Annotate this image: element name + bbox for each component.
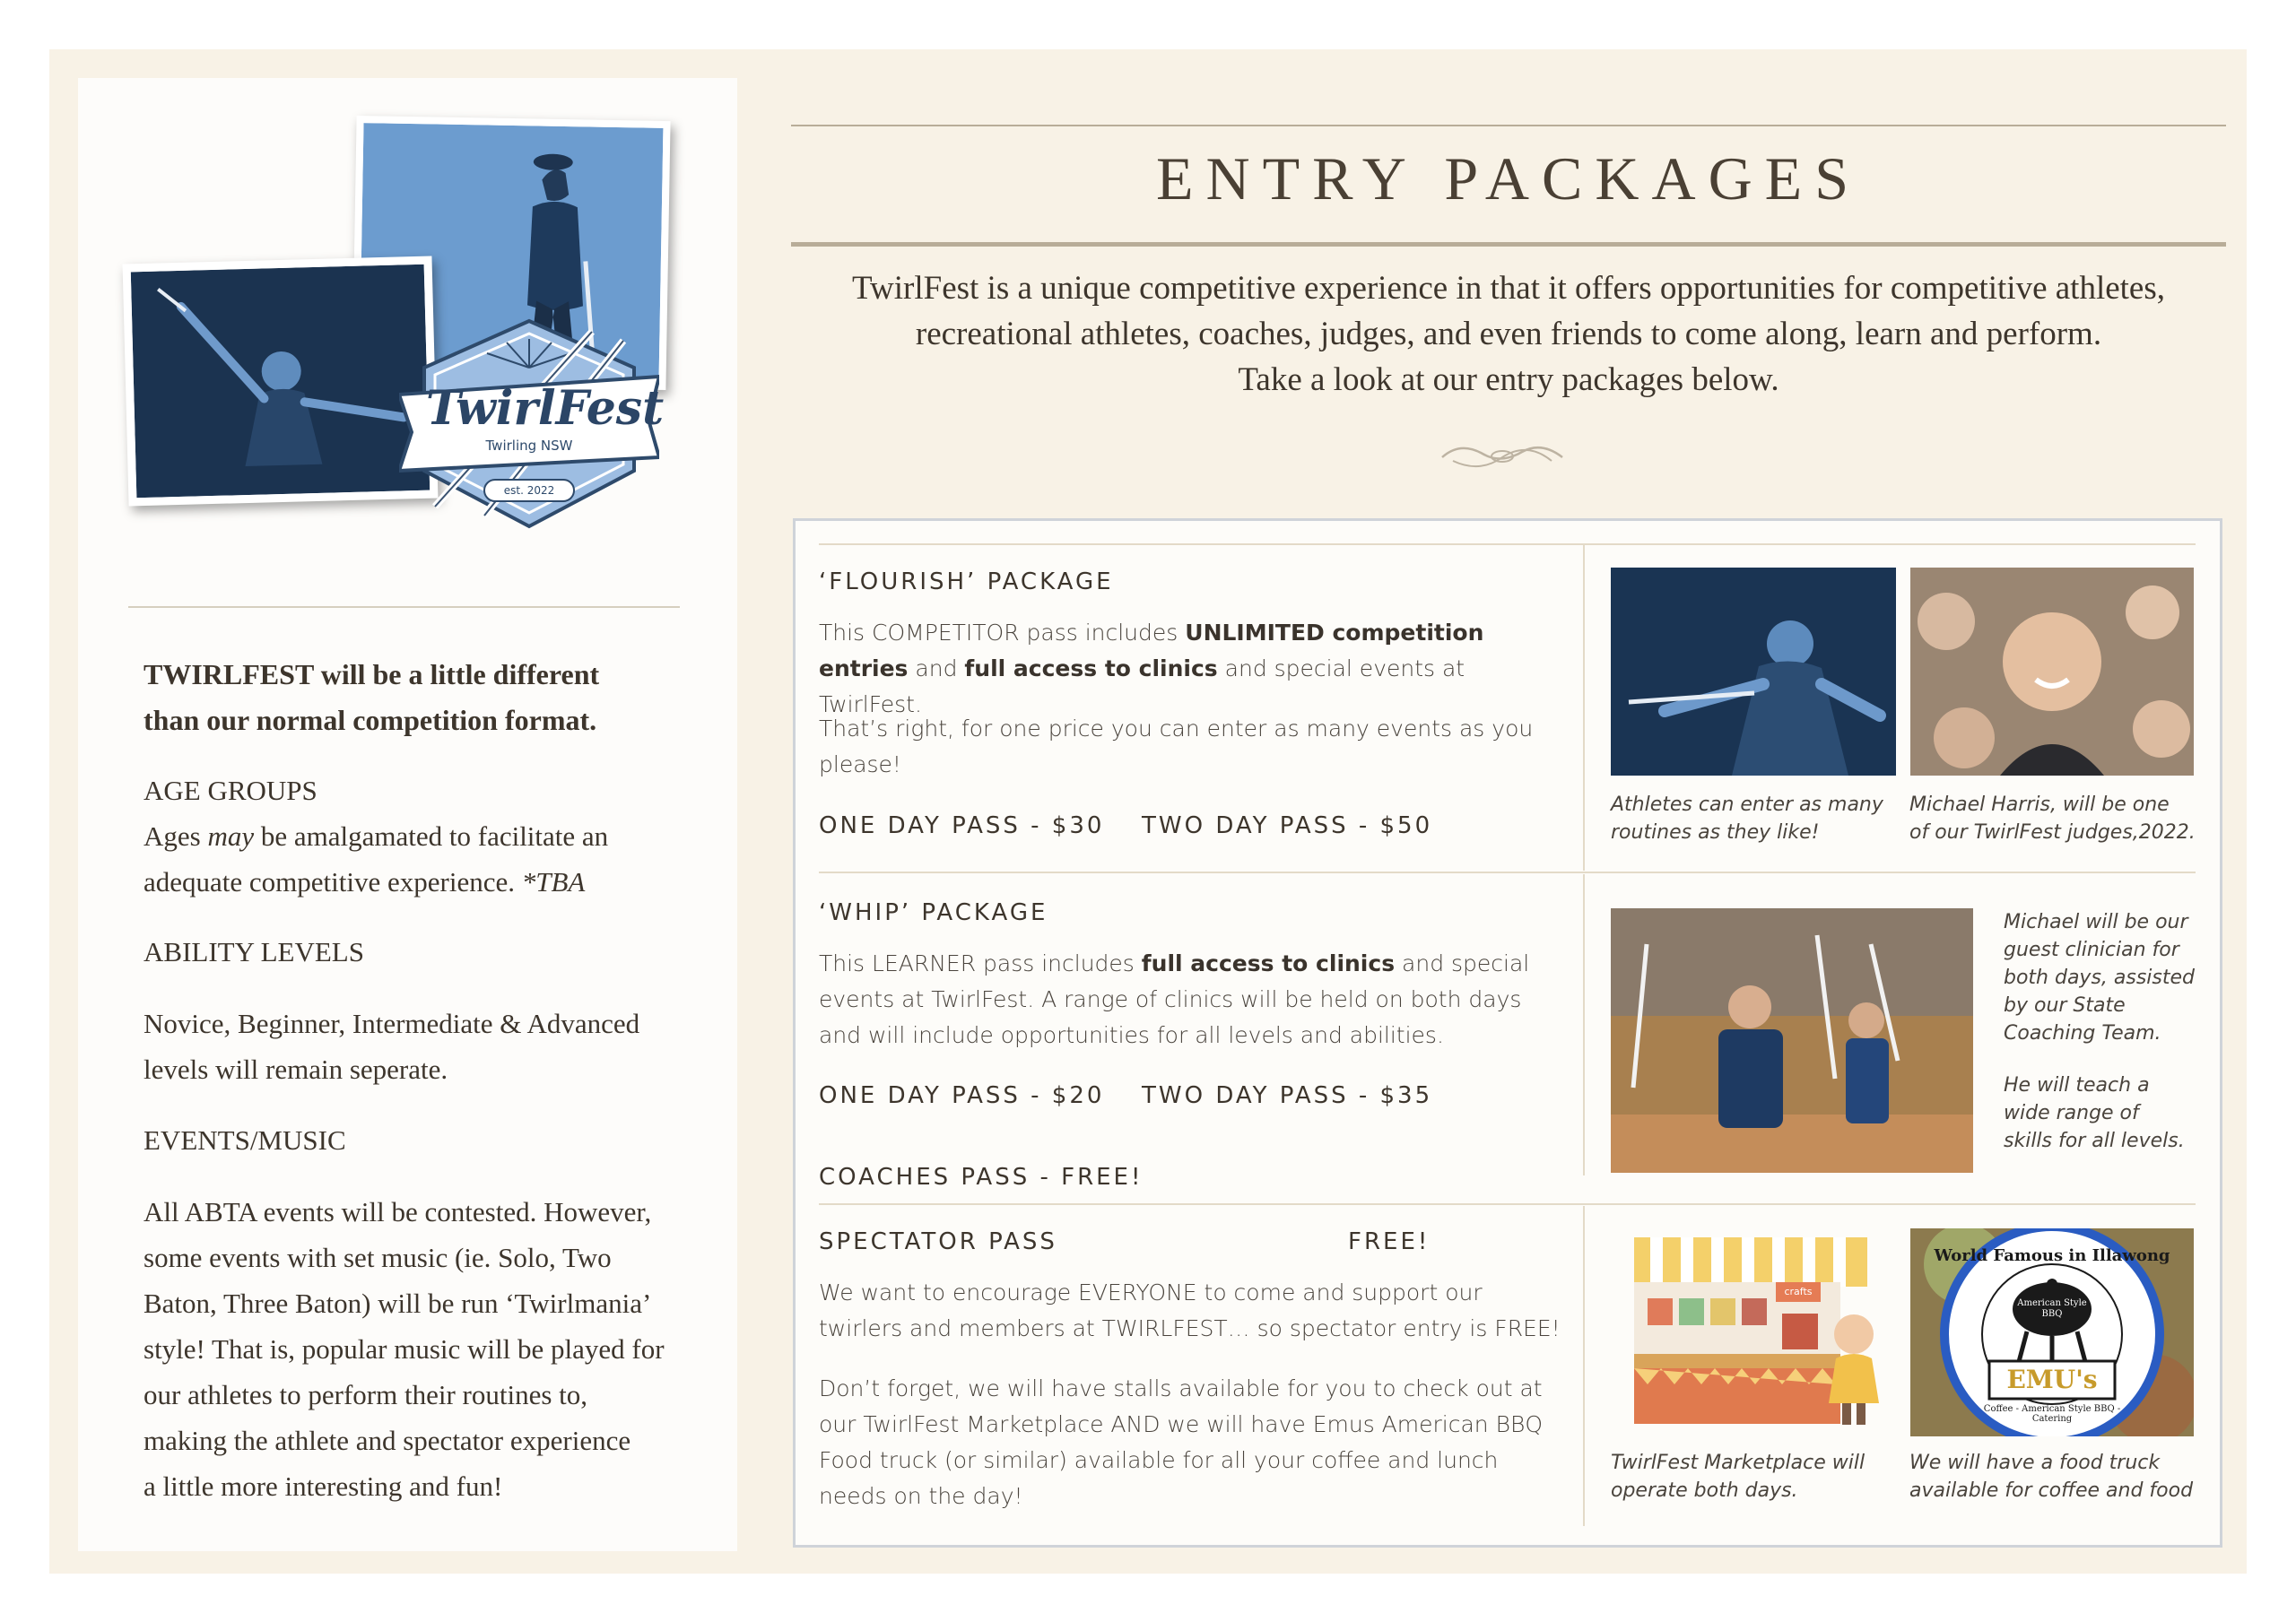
emu-name: EMU's [2006, 1365, 2098, 1394]
age-groups-text-1: Ages may be amalgamated to facilitate an [144, 820, 609, 852]
whip-title: ‘WHIP’ PACKAGE [819, 899, 1048, 926]
whip-divider [1583, 874, 1585, 1175]
logo-subtitle: Twirling NSW [485, 438, 573, 454]
clinic-photo [1611, 908, 1973, 1173]
flourish-divider [1583, 543, 1585, 871]
flourish-description: This COMPETITOR pass includes UNLIMITED competition entries and full access to clinics and special events at TwirlFest. [819, 620, 1484, 717]
whip-one-day-price: ONE DAY PASS - $20 [819, 1082, 1105, 1109]
flourish-two-day-price: TWO DAY PASS - $50 [1142, 812, 1433, 839]
ability-levels-text-1: Novice, Beginner, Intermediate & Advanced [144, 1008, 640, 1039]
ability-levels-text-2: levels will remain seperate. [144, 1054, 448, 1085]
marketplace-caption: TwirlFest Marketplace will operate both days. [1611, 1452, 1866, 1502]
flourish-ornament-icon [1435, 438, 1570, 475]
left-intro-line2: than our normal competition format. [144, 704, 597, 736]
emu-center-text: American Style BBQ [2017, 1298, 2087, 1319]
intro-text: TwirlFest is a unique competitive experience in that it offers opportunities for competitive athletes, recreational athletes, coaches, judges, and even friends to come along, learn and perform. Take a look at our entry packages below. [852, 270, 2165, 398]
logo-est: est. 2022 [503, 484, 555, 497]
logo-collage [117, 108, 691, 529]
athlete-caption: Athletes can enter as many routines as they like! [1611, 794, 1883, 844]
spectator-title: SPECTATOR PASS [819, 1228, 1057, 1255]
whip-bottom-rule [819, 1203, 2196, 1205]
athlete-photo [1611, 568, 1896, 776]
spectator-free: FREE! [1348, 1228, 1431, 1255]
emu-bottom-text: Coffee - American Style BBQ - Catering [1983, 1404, 2121, 1424]
food-truck-logo [1910, 1228, 2194, 1436]
spectator-divider [1583, 1206, 1585, 1526]
twirler-photo-front [123, 256, 439, 507]
flourish-one-day-price: ONE DAY PASS - $30 [819, 812, 1105, 839]
ability-levels-heading: ABILITY LEVELS [144, 936, 364, 967]
header-rule-top [791, 125, 2226, 126]
spectator-marketplace-text: Don’t forget, we will have stalls available for you to check out at our TwirlFest Marketplace AND we will have Emus American BBQ Food truck (or similar) available for all your coffee and lunch needs on the day! [819, 1375, 1544, 1509]
logo-wordmark: TwirlFest [426, 381, 665, 436]
clinician-caption: Michael will be our guest clinician for both days, assisted by our State Coaching Team. [2004, 911, 2196, 1045]
left-intro-line1: TWIRLFEST will be a little different [144, 658, 600, 690]
events-music-text: All ABTA events will be contested. However, some events with set music (ie. Solo, Two Baton, Three Baton) will be run ‘Twirlmania’ style! That is, popular music will be played for our athletes to perform their routines to, making the athlete and spectator experience a little more interesting and fun! [144, 1196, 665, 1502]
flourish-description-2: That’s right, for one price you can enter as many events as you please! [819, 716, 1534, 777]
whip-description: This LEARNER pass includes full access to clinics and special events at TwirlFest. A range of clinics will be held on both days and will include opportunities for all levels and abilities. [819, 950, 1530, 1048]
age-groups-text-2: adequate competitive experience. *TBA [144, 866, 586, 898]
whip-two-day-price: TWO DAY PASS - $35 [1142, 1082, 1433, 1109]
left-divider [128, 606, 680, 608]
flourish-bottom-rule [819, 872, 2196, 873]
female-twirler-image [131, 265, 430, 498]
page-title: ENTRY PACKAGES [1155, 144, 1862, 213]
market-stall-illustration [1625, 1228, 1885, 1430]
coaches-pass: COACHES PASS - FREE! [819, 1164, 1144, 1191]
judge-caption: Michael Harris, will be one of our TwirlFest judges,2022. [1909, 794, 2196, 844]
clinician-caption-2: He will teach a wide range of skills for all levels. [2004, 1074, 2185, 1152]
age-groups-heading: AGE GROUPS [144, 775, 317, 806]
food-truck-caption: We will have a food truck available for coffee and food [1909, 1452, 2194, 1502]
box-top-rule [819, 543, 2196, 545]
events-music-heading: EVENTS/MUSIC [144, 1124, 346, 1156]
spectator-description: We want to encourage EVERYONE to come and support our twirlers and members at TWIRLFEST… so spectator entry is FREE! [819, 1279, 1561, 1341]
emu-ring-text: World Famous in Illawong [1934, 1246, 2170, 1265]
judge-photo [1910, 568, 2194, 776]
stall-sign: crafts [1784, 1286, 1813, 1297]
flourish-title: ‘FLOURISH’ PACKAGE [819, 568, 1114, 595]
header-rule-bottom [791, 242, 2226, 247]
